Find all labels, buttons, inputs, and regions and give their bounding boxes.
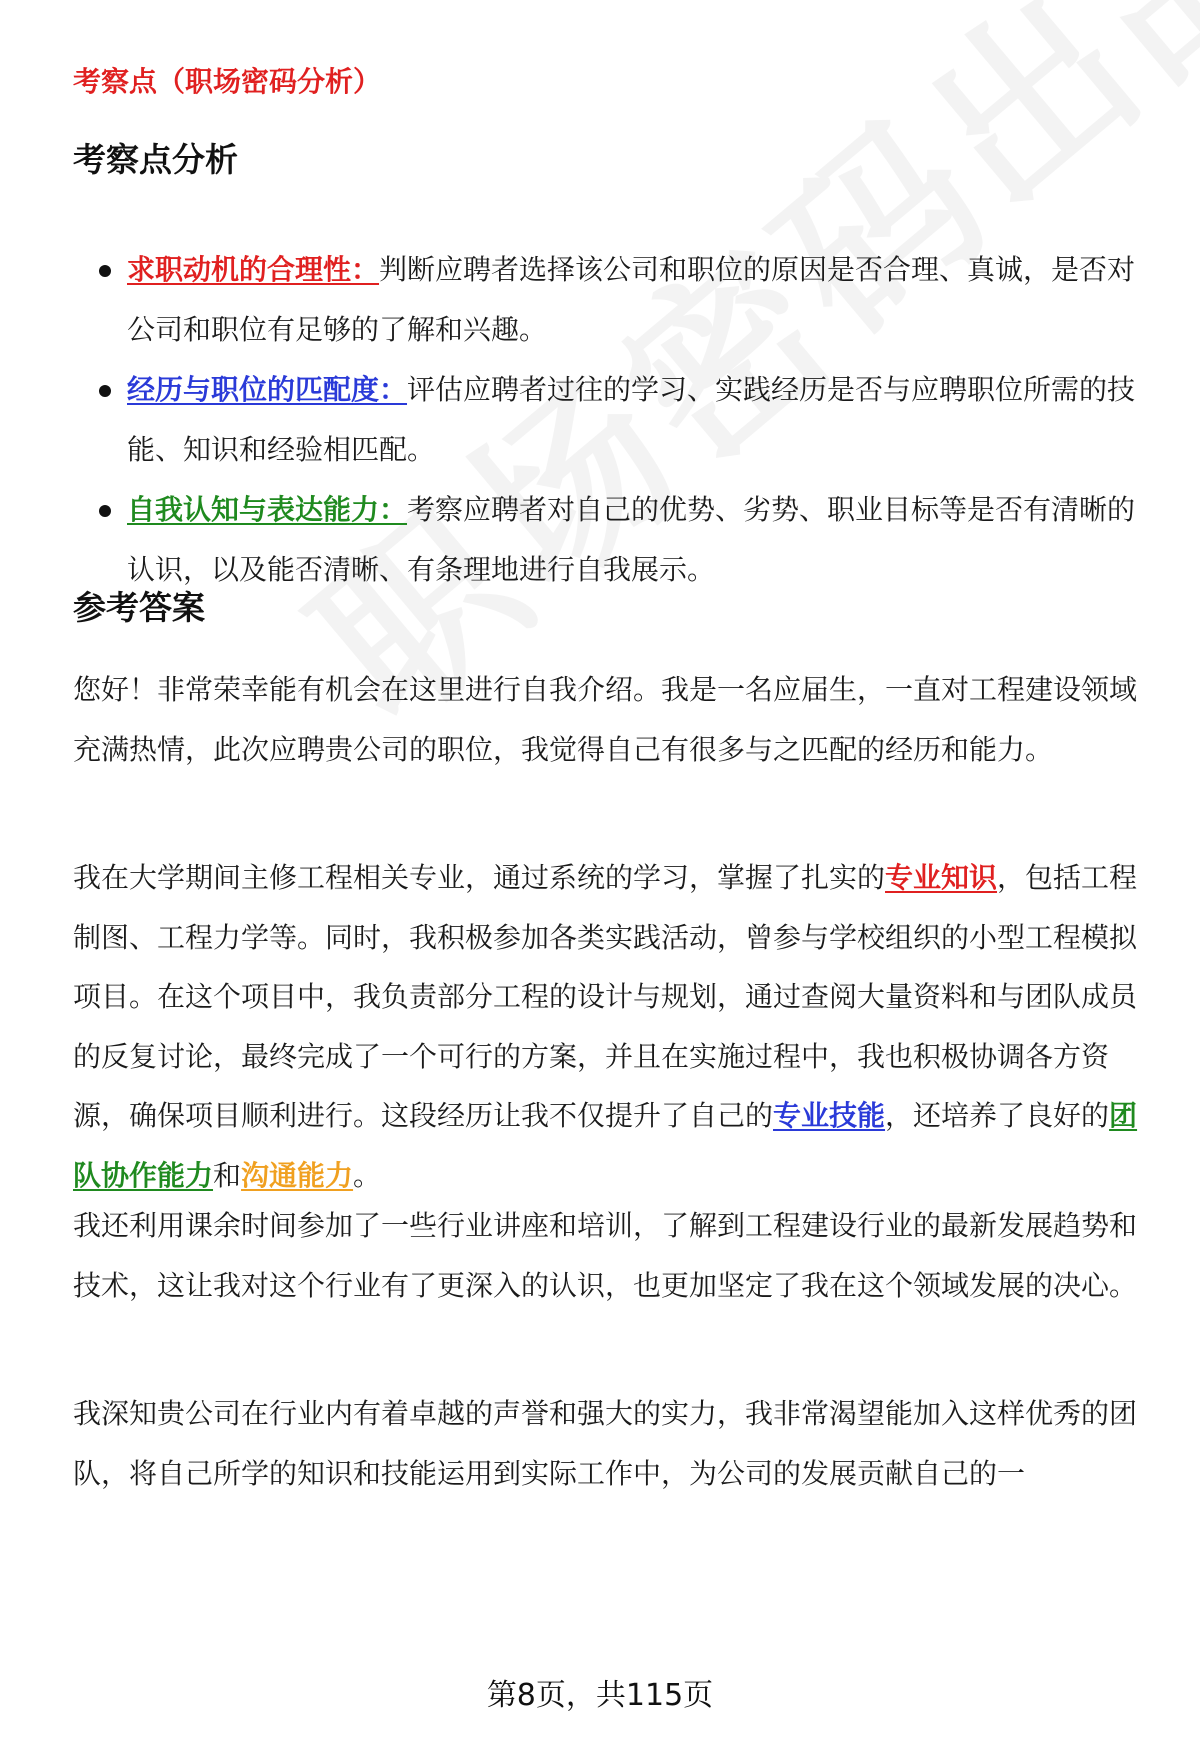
bullet-item	[73, 480, 1143, 600]
highlight-teamwork: 团队协作能力	[73, 1099, 1138, 1192]
page-number: 第8页，共115页	[486, 1678, 714, 1713]
answer-paragraph-3: 我还利用课余时间参加了一些行业讲座和培训，了解到工程建设行业的最新发展趋势和技术，这让我对这个行业有了更深入的认识，也更加坚定了我在这个领域发展的决心。	[73, 1209, 1138, 1302]
bullet-item	[73, 360, 1143, 480]
bullet-text: 判断应聘者选择该公司和职位的原因是否合理、真诚，是否对公司和职位有足够的了解和兴趣。	[127, 253, 1136, 346]
text-run: 和	[213, 1158, 242, 1192]
section-title-answer: 参考答案	[73, 588, 205, 627]
highlight-professional-skills: 专业技能	[773, 1099, 886, 1132]
bullet-term: 自我认知与表达能力：	[127, 493, 408, 526]
analysis-bullet-list	[73, 240, 1143, 600]
text-run: ，包括工程制图、工程力学等。同时，我积极参加各类实践活动，曾参与学校组织的小型工程模拟项目。在这个项目中，我负责部分工程的设计与规划，通过查阅大量资料和与团队成员的反复讨论，最终完成了一个可行的方案，并且在实施过程中，我也积极协调各方资源，确保项目顺利进行。这段经历让我不仅提升了自己的	[73, 861, 1138, 1132]
bullet-term: 求职动机的合理性：	[127, 253, 380, 286]
answer-paragraph-1: 您好！非常荣幸能有机会在这里进行自我介绍。我是一名应届生，一直对工程建设领域充满热情，此次应聘贵公司的职位，我觉得自己有很多与之匹配的经历和能力。	[73, 673, 1138, 766]
bullet-term: 经历与职位的匹配度：	[127, 373, 408, 406]
text-run: 。	[353, 1158, 382, 1192]
text-run: 我在大学期间主修工程相关专业，通过系统的学习，掌握了扎实的	[73, 861, 886, 894]
answer-paragraph-2	[73, 848, 1153, 1205]
text-run: ，还培养了良好的	[885, 1099, 1110, 1132]
highlight-professional-knowledge: 专业知识	[885, 861, 998, 894]
highlight-communication: 沟通能力	[241, 1158, 354, 1192]
section-title-analysis: 考察点分析	[73, 140, 238, 179]
bullet-text: 考察应聘者对自己的优势、劣势、职业目标等是否有清晰的认识，以及能否清晰、有条理地进行自我展示。	[127, 493, 1136, 586]
answer-paragraph-4: 我深知贵公司在行业内有着卓越的声誉和强大的实力，我非常渴望能加入这样优秀的团队，将自己所学的知识和技能运用到实际工作中，为公司的发展贡献自己的一	[73, 1397, 1138, 1490]
section-label: 考察点（职场密码分析）	[73, 65, 382, 98]
bullet-text: 评估应聘者过往的学习、实践经历是否与应聘职位所需的技能、知识和经验相匹配。	[127, 373, 1136, 466]
bullet-item	[73, 240, 1143, 360]
